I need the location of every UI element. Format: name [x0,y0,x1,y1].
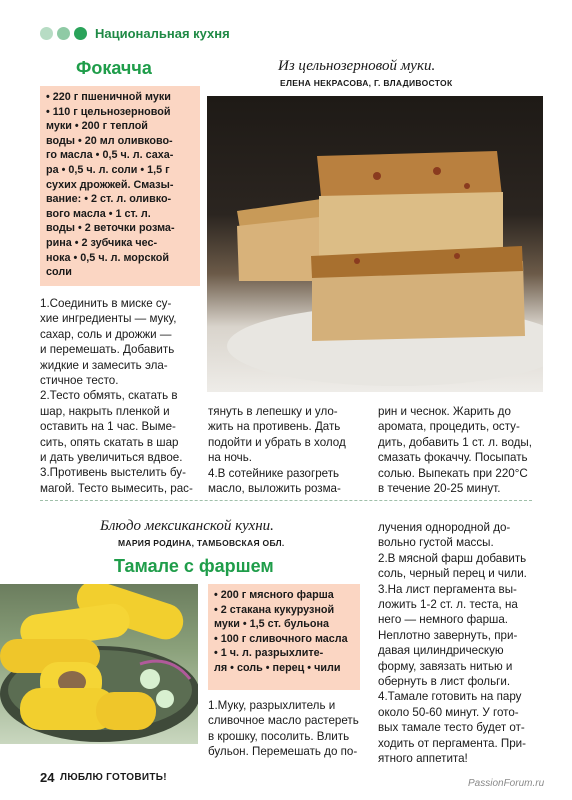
steps-col2 [208,404,372,496]
recipe-title: Тамале с фаршем [114,556,274,576]
step-line: аромата, процедить, осту- [378,420,520,434]
ingredient-line: ля • соль • перец • чили [214,661,341,674]
step-line: подойти и убрать в холод [208,435,346,449]
step-line: хие ингредиенты — муку, [40,312,177,326]
steps-text [208,698,368,760]
steps-text [378,520,538,767]
steps-text [208,404,372,496]
step-line: форму, завязать нитью и [378,659,513,673]
ingredient-line: • 220 г пшеничной муки [46,91,171,103]
step-line: 1.Муку, разрыхлитель и [208,699,336,712]
focaccia-photo [207,96,543,392]
ingredient-line: ра • 0,5 ч. л. соли • 1,5 г [46,163,170,176]
step-line: ятного аппетита! [378,752,468,766]
ingredient-line: • 1 ч. л. разрыхлите- [214,647,324,660]
ingredients-box [208,584,360,690]
ingredient-line: вание: • 2 ст. л. оливко- [46,193,172,206]
step-line: в крошку, посолить. Влить [208,729,350,743]
step-line: смазать фокаччу. Посыпать [378,451,528,465]
ingredient-line: муки • 1,5 ст. бульона [214,618,330,631]
step-line: 1.Соединить в миске су- [40,297,172,310]
step-line: 3.Противень выстелить бу- [40,466,186,480]
ingredient-line: воды • 2 веточки розма- [46,222,175,235]
steps-col1 [40,296,204,496]
recipe-author: ЕЛЕНА НЕКРАСОВА, Г. ВЛАДИВОСТОК [280,78,453,88]
step-line: него — немного фарша. [378,613,509,627]
ingredient-line: рина • 2 зубчика чес- [46,236,158,249]
step-line: тянуть в лепешку и уло- [208,405,338,418]
steps-col3 [378,404,538,496]
ingredients-list [46,90,194,280]
step-line: жить на противень. Дать [208,420,341,434]
step-line: давая цилиндрическую [378,644,504,658]
focaccia-illustration [207,96,543,392]
tamale-illustration [0,584,198,744]
ingredient-line: воды • 20 мл оливково- [46,134,173,147]
ingredient-line: вого масла • 1 ст. л. [46,207,151,220]
ingredient-line: • 200 г мясного фарша [214,589,334,601]
ingredient-line: нока • 0,5 ч. л. морской [46,251,169,264]
step-line: и дать увеличиться вдвое. [40,451,183,465]
ingredient-line: го масла • 0,5 ч. л. саха- [46,149,174,162]
steps-text [40,296,204,496]
step-line: около 50-60 минут. У гото- [378,705,519,719]
step-line: Неплотно завернуть, при- [378,628,518,642]
section-header [40,26,230,41]
ingredient-line: • 100 г сливочного масла [214,632,348,645]
section-divider [40,500,532,501]
step-line: сить, опять скатать в шар [40,435,179,449]
steps-col3 [378,520,538,767]
step-line: сахар, соль и дрожжи — [40,327,172,341]
step-line: шар, накрыть пленкой и [40,404,170,418]
step-line: 4.Тамале готовить на пару [378,690,522,704]
ingredient-line: • 2 стакана кукурузной [214,603,335,616]
dot-icon [57,27,70,40]
ingredient-line: сухих дрожжей. Смазы- [46,178,174,191]
step-line: рин и чеснок. Жарить до [378,405,511,418]
steps-text [378,404,538,496]
step-line: жидкие и замесить эла- [40,358,168,372]
step-line: сливочное масло растереть [208,714,359,728]
ingredient-line: • 110 г цельнозерновой [46,105,171,118]
step-line: масло, выложить розма- [208,482,341,496]
step-line: вых тамале тесто будет от- [378,721,525,735]
steps-col2 [208,698,368,760]
step-line: стичное тесто. [40,374,119,388]
recipe-subtitle: Из цельнозерновой муки. [278,58,436,74]
ingredient-line: муки • 200 г теплой [46,120,148,133]
step-line: 3.На лист пергамента вы- [378,582,517,596]
step-line: солью. Выпекать при 220°С [378,466,528,480]
step-line: оставить на 1 час. Выме- [40,420,176,434]
step-line: обернуть в лист фольги. [378,675,511,689]
dot-icon [40,27,53,40]
step-line: 2.Тесто обмять, скатать в [40,389,178,403]
watermark: PassionForum.ru [468,778,545,789]
step-line: лучения однородной до- [378,521,511,534]
ingredients-list [214,588,354,676]
step-line: на ночь. [208,451,252,465]
step-line: соль, черный перец и чили. [378,567,527,581]
step-line: и перемешать. Добавить [40,343,175,357]
step-line: 4.В сотейнике разогреть [208,466,340,480]
dot-icon [74,27,87,40]
step-line: вольно густой массы. [378,536,494,550]
step-line: бульон. Перемешать до по- [208,745,358,759]
step-line: 2.В мясной фарш добавить [378,551,527,565]
recipe-subtitle: Блюдо мексиканской кухни. [100,518,274,534]
step-line: магой. Тесто вымесить, рас- [40,481,193,495]
step-line: дить, добавить 1 ст. л. воды, [378,435,532,449]
page-number: 24 [40,770,55,785]
ingredients-box [40,86,200,286]
ingredient-line: соли [46,266,72,279]
recipe-author: МАРИЯ РОДИНА, ТАМБОВСКАЯ ОБЛ. [118,538,285,548]
section-title: Национальная кухня [95,26,230,41]
step-line: ходить от пергамента. При- [378,736,527,750]
tamale-photo [0,584,198,744]
recipe-title: Фокачча [76,58,152,78]
step-line: ложить 1-2 ст. л. теста, на [378,598,518,612]
step-line: в течение 20-25 минут. [378,482,501,496]
magazine-name: ЛЮБЛЮ ГОТОВИТЬ! [60,772,167,783]
